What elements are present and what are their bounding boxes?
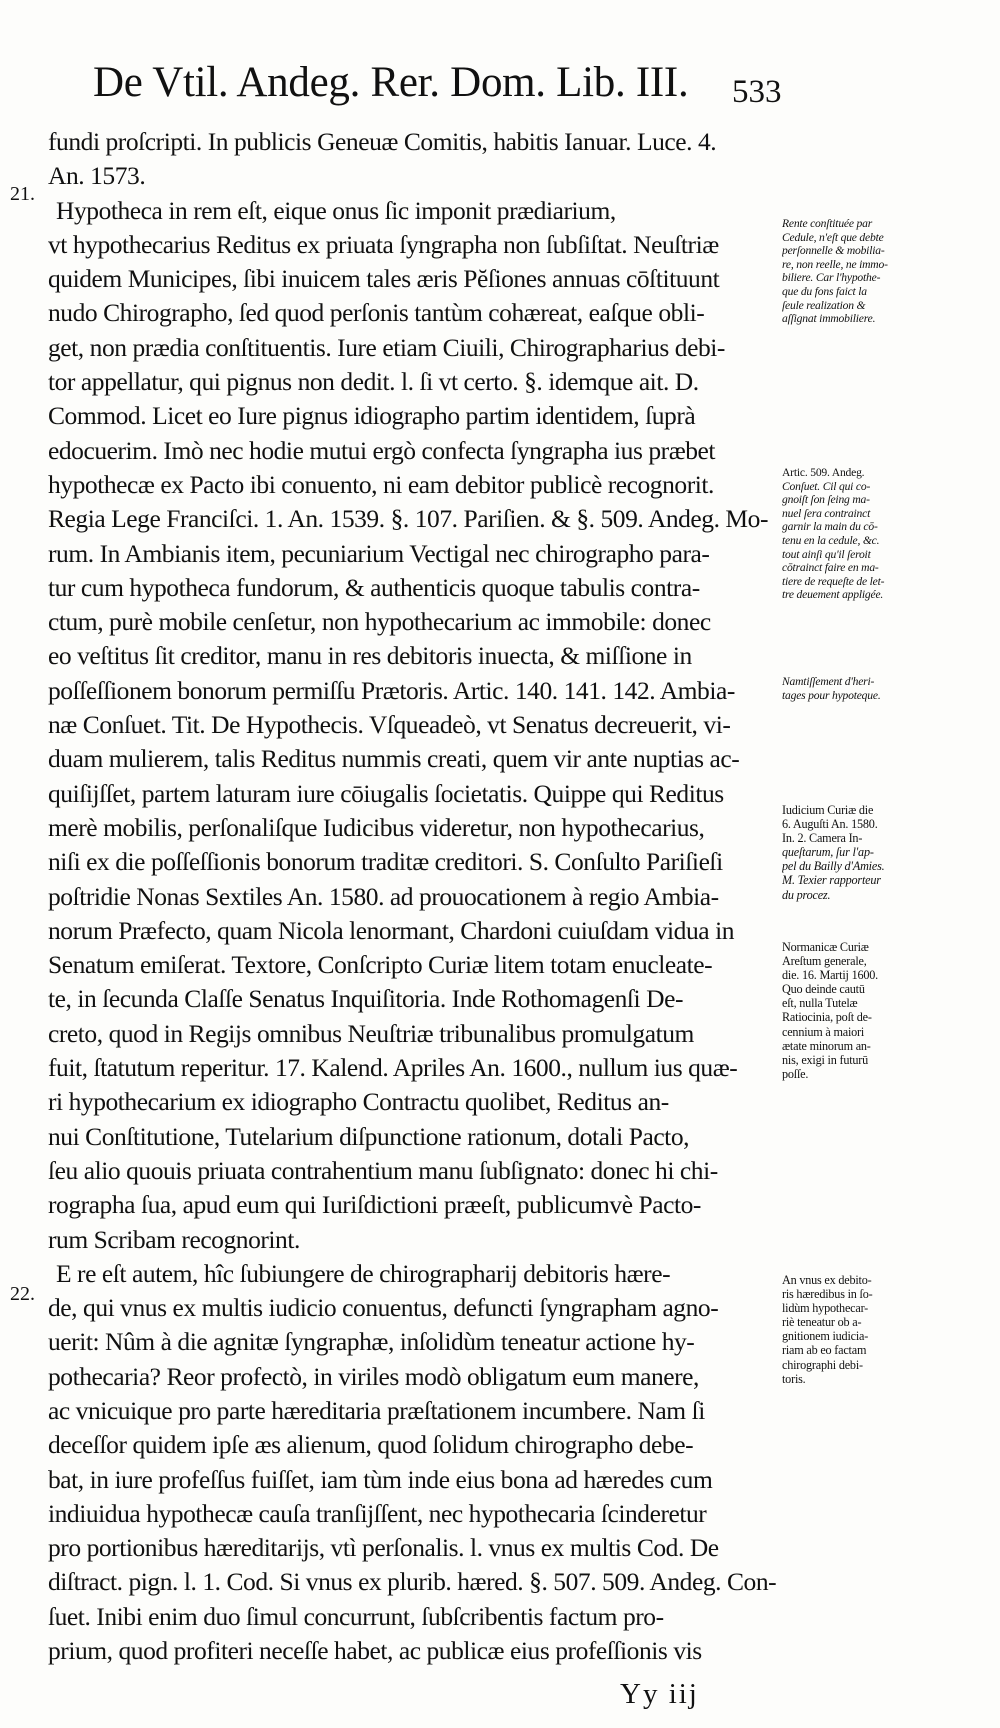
running-head: De Vtil. Andeg. Rer. Dom. Lib. III. bbox=[93, 59, 689, 106]
margin-note-artic-509 bbox=[782, 466, 947, 602]
margin-note-line: Artic. 509. Andeg. bbox=[782, 466, 865, 479]
margin-note-line: Iudicium Curiæ die bbox=[782, 803, 874, 817]
margin-note-line: re, non reelle, ne immo- bbox=[782, 257, 888, 271]
margin-note-line: queſtarum, ſur l'ap- bbox=[782, 845, 874, 860]
margin-note-line: Areſtum generale, bbox=[782, 954, 867, 969]
margin-note-line: tiere de requeſte de let- bbox=[782, 574, 885, 588]
page-number: 533 bbox=[732, 74, 782, 110]
text-line: eo veſtitus ſit creditor, manu in res debitoris inuecta, & miſſione in bbox=[48, 641, 692, 671]
text-line: indiuidua hypothecæ cauſa tranſijſſent, nec hypothecaria ſcinderetur bbox=[48, 1498, 707, 1528]
margin-note-line: gnitionem iudicia- bbox=[782, 1329, 869, 1344]
margin-note-line: poſſe. bbox=[782, 1066, 809, 1081]
text-line: Regia Lege Franciſci. 1. An. 1539. §. 107. Pariſien. & §. 509. Andeg. Mo- bbox=[48, 504, 768, 534]
text-line: næ Conſuet. Tit. De Hypothecis. Vſqueadeò, vt Senatus decreuerit, vi- bbox=[48, 710, 731, 740]
text-line: nudo Chirographo, ſed quod perſonis tantùm cohæreat, eaſque obli- bbox=[48, 298, 705, 328]
text-line: merè mobilis, perſonaliſque Iudicibus videretur, non hypothecarius, bbox=[48, 812, 705, 842]
text-line: ctum, purè mobile cenſetur, non hypothecarium ac immobile: donec bbox=[48, 607, 711, 637]
margin-note-line: pel du Bailly d'Amies. bbox=[782, 859, 885, 874]
text-line: creto, quod in Regijs omnibus Neuſtriæ tribunalibus promulgatum bbox=[48, 1018, 694, 1048]
margin-note-line: tenu en la cedule, &c. bbox=[782, 533, 880, 547]
margin-note-line: riè teneatur ob a- bbox=[782, 1315, 862, 1330]
margin-note-line: Ratiocinia, poſt de- bbox=[782, 1010, 872, 1025]
text-line: quiſijſſet, partem laturam iure cōiugalis ſocietatis. Quippe qui Reditus bbox=[48, 778, 724, 808]
text-line: Commod. Licet eo Iure pignus idiographo partim identidem, ſuprà bbox=[48, 401, 696, 431]
margin-note-line: M. Texier rapporteur bbox=[782, 873, 881, 888]
text-line: rum. In Ambianis item, pecuniarium Vectigal nec chirographo para- bbox=[48, 538, 710, 568]
text-line: pothecaria? Reor profectò, in viriles modò obligatum eum manere, bbox=[48, 1361, 699, 1391]
margin-note-line: Cedule, n'eſt que debte bbox=[782, 230, 884, 244]
margin-note-line: aſſignat immobiliere. bbox=[782, 312, 876, 326]
text-line: vt hypothecarius Reditus ex priuata ſyngrapha non ſubſiſtat. Neuſtriæ bbox=[48, 229, 719, 259]
margin-note-line: gnoiſt ſon ſeing ma- bbox=[782, 493, 870, 507]
margin-note-rente bbox=[782, 217, 947, 326]
text-line: ſeu alio quouis priuata contrahentium manu ſubſignato: donec hi chi- bbox=[48, 1155, 718, 1185]
text-line: ſuet. Inibi enim duo ſimul concurrunt, ſubſcribentis factum pro- bbox=[48, 1601, 664, 1631]
margin-note-line: Rente conſtituée par bbox=[782, 217, 873, 230]
text-line: tur cum hypotheca fundorum, & authenticis quoque tabulis contra- bbox=[48, 572, 700, 602]
text-line: fuit, ſtatutum reperitur. 17. Kalend. Apriles An. 1600., nullum ius quæ- bbox=[48, 1053, 738, 1083]
text-line: duam mulierem, talis Reditus nummis creati, quem vir ante nuptias ac- bbox=[48, 744, 740, 774]
text-line: deceſſor quidem ipſe æs alienum, quod ſolidum chirographo debe- bbox=[48, 1430, 694, 1460]
text-line: Hypotheca in rem eſt, eique onus ſic imponit prædiarium, bbox=[56, 195, 616, 225]
margin-note-namtissement bbox=[782, 675, 947, 702]
main-text-column bbox=[48, 125, 778, 1703]
margin-note-iudicium-curiae bbox=[782, 803, 947, 902]
margin-note-line: tages pour hypoteque. bbox=[782, 688, 881, 702]
margin-note-line: die. 16. Martij 1600. bbox=[782, 968, 878, 983]
margin-note-line: tre deuement appligée. bbox=[782, 588, 884, 602]
text-line: poſtridie Nonas Sextiles An. 1580. ad prouocationem à regio Ambia- bbox=[48, 881, 719, 911]
margin-note-line: tout ainſi qu'il ſeroit bbox=[782, 547, 871, 561]
margin-note-line: Quo deinde cautū bbox=[782, 982, 865, 997]
text-line: uerit: Nûm à die agnitæ ſyngraphæ, inſolidùm teneatur actione hy- bbox=[48, 1327, 695, 1357]
margin-note-line: cōtrainct faire en ma- bbox=[782, 561, 879, 575]
margin-note-line: eſt, nulla Tutelæ bbox=[782, 996, 858, 1011]
text-line: de, qui vnus ex multis iudicio conuentus, defuncti ſyngrapham agno- bbox=[48, 1293, 719, 1323]
margin-note-normanicae-curiae bbox=[782, 940, 947, 1081]
text-line: quidem Municipes, ſibi inuicem tales æris Pĕſiones annuas cōſtituunt bbox=[48, 264, 720, 294]
margin-note-line: In. 2. Camera In- bbox=[782, 831, 863, 846]
margin-note-line: nis, exigi in futurū bbox=[782, 1052, 869, 1067]
text-line: rum Scribam recognorint. bbox=[48, 1224, 300, 1254]
text-line: poſſeſſionem bonorum permiſſu Prætoris. Artic. 140. 141. 142. Ambia- bbox=[48, 675, 735, 705]
margin-note-line: ſeule realization & bbox=[782, 298, 866, 312]
margin-note-an-vnus bbox=[782, 1273, 947, 1386]
text-line: ac vnicuique pro parte hæreditaria præſtationem incumbere. Nam ſi bbox=[48, 1395, 705, 1425]
text-line: edocuerim. Imò nec hodie mutui ergò confecta ſyngrapha ius præbet bbox=[48, 435, 716, 465]
text-line: E re eſt autem, hîc ſubiungere de chirographarij debitoris hære- bbox=[56, 1258, 671, 1288]
text-line: rographa ſua, apud eum qui Iuriſdictioni præeſt, publicumvè Pacto- bbox=[48, 1190, 701, 1220]
margin-note-line: An vnus ex debito- bbox=[782, 1273, 872, 1287]
margin-note-line: garnir la main du cō- bbox=[782, 520, 878, 534]
text-line: diſtract. pign. l. 1. Cod. Si vnus ex plurib. hæred. §. 507. 509. Andeg. Con- bbox=[48, 1567, 777, 1597]
paragraph-number-22: 22. bbox=[10, 1283, 35, 1305]
margin-note-line: du procez. bbox=[782, 887, 831, 902]
margin-note-line: lidùm hypothecar- bbox=[782, 1301, 869, 1316]
text-line: bat, in iure profeſſus fuiſſet, iam tùm inde eius bona ad hæredes cum bbox=[48, 1464, 713, 1494]
margin-note-line: riam ab eo factam bbox=[782, 1343, 867, 1358]
margin-note-line: 6. Auguſti An. 1580. bbox=[782, 817, 878, 832]
margin-note-line: Namtiſſement d'heri- bbox=[782, 675, 875, 688]
text-line: Senatum emiſerat. Textore, Conſcripto Curiæ litem totam enucleate- bbox=[48, 950, 713, 980]
text-line: get, non prædia conſtituentis. Iure etiam Ciuili, Chirographarius debi- bbox=[48, 332, 725, 362]
text-line: tor appellatur, qui pignus non dedit. l. ſi vt certo. §. idemque ait. D. bbox=[48, 367, 699, 397]
signature-mark: Yy iij bbox=[620, 1678, 699, 1710]
text-line: ri hypothecarium ex idiographo Contractu quolibet, Reditus an- bbox=[48, 1087, 669, 1117]
text-line: niſi ex die poſſeſſionis bonorum traditæ creditori. S. Conſulto Pariſieſi bbox=[48, 847, 723, 877]
margin-note-line: chirographi debi- bbox=[782, 1357, 863, 1372]
margin-note-line: nuel ſera contrainct bbox=[782, 506, 871, 520]
margin-note-line: que du fons faict la bbox=[782, 284, 867, 298]
paragraph-number-21: 21. bbox=[10, 183, 35, 205]
text-line: norum Præfecto, quam Nicola lenormant, Chardoni cuiuſdam vidua in bbox=[48, 915, 735, 945]
text-line: pro portionibus hæreditarijs, vtì perſonalis. l. vnus ex multis Cod. De bbox=[48, 1533, 719, 1563]
margin-note-line: biliere. Car l'hypothe- bbox=[782, 271, 881, 285]
text-line: nui Conſtitutione, Tutelarium diſpunctione rationum, dotali Pacto, bbox=[48, 1121, 690, 1151]
margin-note-line: Conſuet. Cil qui co- bbox=[782, 479, 871, 493]
text-line: te, in ſecunda Claſſe Senatus Inquiſitoria. Inde Rothomagenſi De- bbox=[48, 984, 683, 1014]
text-line: An. 1573. bbox=[48, 161, 146, 191]
text-line: hypothecæ ex Pacto ibi conuento, ni eam debitor publicè recognorit. bbox=[48, 469, 714, 499]
margin-note-line: Normanicæ Curiæ bbox=[782, 940, 869, 954]
margin-note-line: ris hæredibus in ſo- bbox=[782, 1287, 873, 1302]
margin-note-line: perſonnelle & mobilia- bbox=[782, 244, 885, 258]
margin-note-line: toris. bbox=[782, 1371, 806, 1386]
margin-note-line: cennium à maiori bbox=[782, 1024, 865, 1039]
margin-note-line: ætate minorum an- bbox=[782, 1038, 871, 1053]
text-line: prium, quod profiteri neceſſe habet, ac publicæ eius profeſſionis vis bbox=[48, 1636, 702, 1666]
text-line: fundi proſcripti. In publicis Geneuæ Comitis, habitis Ianuar. Luce. 4. bbox=[48, 127, 717, 156]
